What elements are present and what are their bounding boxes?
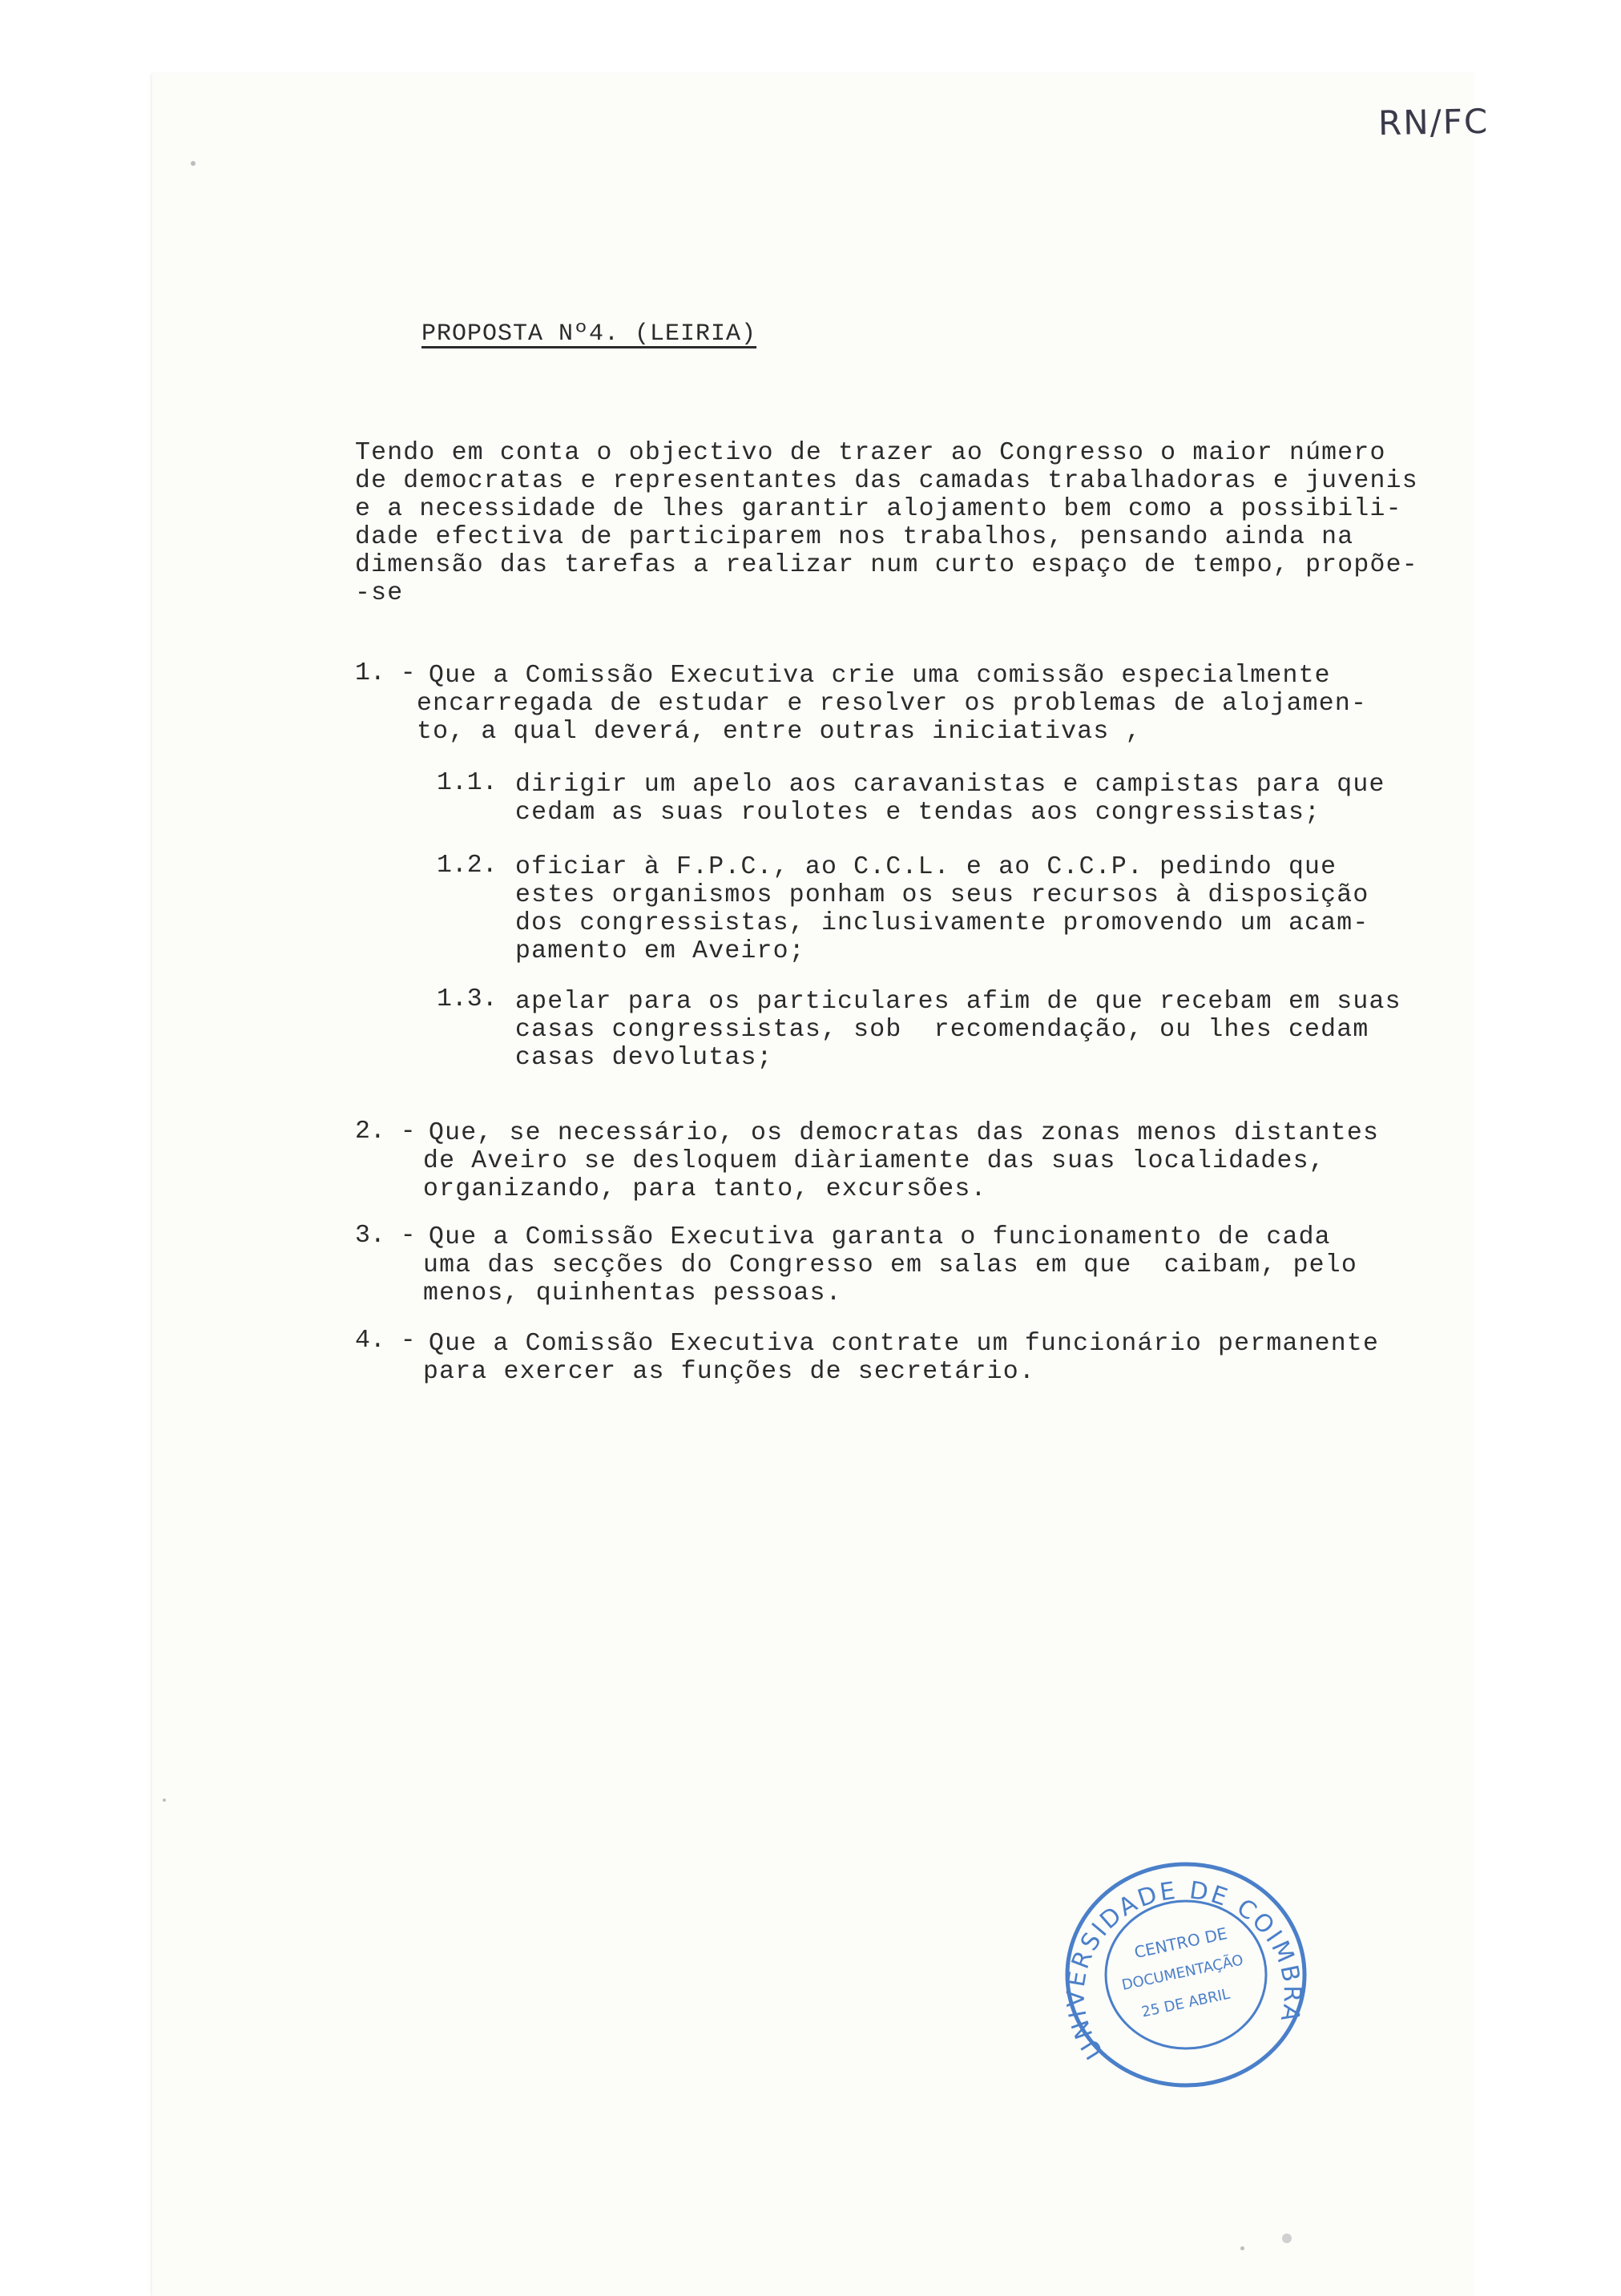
item-line: de Aveiro se desloquem diàriamente das suas localidades, — [423, 1147, 1325, 1175]
item-number: 1.2. — [437, 852, 498, 880]
item-number: 2. - — [355, 1118, 416, 1146]
handwritten-annotation: RN/FC — [1377, 101, 1490, 143]
paper-speck — [1282, 2234, 1292, 2243]
item-number: 1. - — [355, 659, 416, 687]
intro-line: Tendo em conta o objectivo de trazer ao Congresso o maior número — [355, 439, 1386, 467]
item-line: casas devolutas; — [515, 1044, 773, 1072]
item-number: 4. - — [355, 1327, 416, 1355]
intro-line: dade efectiva de participarem nos trabalhos, pensando ainda na — [355, 523, 1354, 551]
paper-speck — [191, 161, 196, 166]
item-line: organizando, para tanto, excursões. — [423, 1175, 987, 1203]
item-number: 1.3. — [437, 985, 498, 1013]
item-line: uma das secções do Congresso em salas em que caibam, pelo — [423, 1251, 1357, 1279]
item-line: cedam as suas roulotes e tendas aos congressistas; — [515, 799, 1321, 827]
intro-line: e a necessidade de lhes garantir alojamento bem como a possibili- — [355, 495, 1402, 523]
stamp-line-3: 25 DE ABRIL — [1139, 1985, 1232, 2021]
item-line: menos, quinhentas pessoas. — [423, 1279, 842, 1307]
item-number: 3. - — [355, 1222, 416, 1250]
item-line: encarregada de estudar e resolver os problemas de alojamen- — [417, 690, 1368, 718]
intro-line: dimensão das tarefas a realizar num curto espaço de tempo, propõe- — [355, 551, 1418, 579]
item-line: Que a Comissão Executiva garanta o funcionamento de cada — [429, 1223, 1331, 1251]
item-line: estes organismos ponham os seus recursos à disposição — [515, 881, 1369, 909]
item-line: oficiar à F.P.C., ao C.C.L. e ao C.C.P. pedindo que — [515, 853, 1337, 881]
intro-line: de democratas e representantes das camadas trabalhadoras e juvenis — [355, 467, 1418, 495]
intro-line: -se — [355, 579, 404, 607]
item-number: 1.1. — [437, 769, 498, 797]
archive-stamp — [1062, 1859, 1310, 2091]
paper-speck — [163, 1799, 166, 1802]
document-title: PROPOSTA Nº4. (LEIRIA) — [421, 320, 757, 348]
item-line: to, a qual deverá, entre outras iniciativas , — [417, 718, 1142, 746]
item-line: dos congressistas, inclusivamente promovendo um acam- — [515, 909, 1369, 937]
stamp-line-1: CENTRO DE — [1132, 1923, 1229, 1963]
item-line: casas congressistas, sob recomendação, ou lhes cedam — [515, 1016, 1369, 1044]
item-line: dirigir um apelo aos caravanistas e campistas para que — [515, 771, 1385, 799]
item-line: Que a Comissão Executiva contrate um funcionário permanente — [429, 1330, 1380, 1358]
paper-speck — [1240, 2246, 1244, 2250]
stamp-line-2: DOCUMENTAÇÃO — [1120, 1952, 1245, 1994]
stamp-ring-text: UNIVERSIDADE DE COIMBRA — [1062, 1876, 1306, 2064]
item-line: para exercer as funções de secretário. — [423, 1358, 1035, 1386]
item-line: Que, se necessário, os democratas das zonas menos distantes — [429, 1119, 1380, 1147]
item-line: Que a Comissão Executiva crie uma comissão especialmente — [429, 662, 1331, 690]
item-line: apelar para os particulares afim de que recebam em suas — [515, 988, 1401, 1016]
item-line: pamento em Aveiro; — [515, 937, 805, 965]
